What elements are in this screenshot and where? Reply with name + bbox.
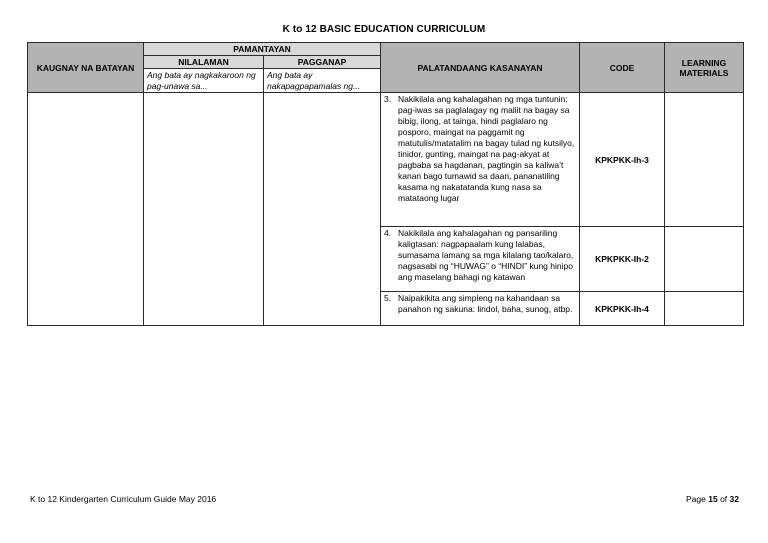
- footer-of-label: of: [720, 494, 728, 504]
- page-title: K to 12 BASIC EDUCATION CURRICULUM: [282, 24, 486, 35]
- column-header-palatandaang-kasanayan: PALATANDAANG KASANAYAN: [381, 43, 580, 93]
- code-cell: KPKPKK-Ih-4: [580, 292, 665, 326]
- column-header-code: CODE: [580, 43, 665, 93]
- page-footer: [30, 494, 739, 504]
- nilalaman-description: Ang bata ay nagkakaroon ng pag-unawa sa...: [144, 69, 264, 93]
- skill-number: 5.: [384, 293, 392, 303]
- skill-cell: [381, 93, 580, 227]
- column-header-kaugnay-na-batayan: KAUGNAY NA BATAYAN: [28, 43, 144, 93]
- learning-materials-cell: [665, 93, 744, 227]
- pagganap-cell: [264, 93, 381, 326]
- skill-text: Nakikilala ang kahalagahan ng mga tuntunin: pag-iwas sa paglalagay ng maliit na bagay sa bibig, ilong, at tainga, hindi paglalaro ng posporo, maingat na paggamit ng matutulis/matatalim na bagay tulad ng kutsilyo, tinidor, gunting, maingat na pag-akyat at pagbaba sa hagdanan, pagtingin sa kaliwa’t kanan bago tumawid sa daan, pananatiling kasama ng nakatatanda kung nasa sa matataong lugar: [398, 94, 575, 203]
- skill-number: 4.: [384, 228, 392, 238]
- skill-cell: [381, 292, 580, 326]
- footer-page-number: 15: [708, 494, 718, 504]
- skill-text: Nakikilala ang kahalagahan ng pansariling kaligtasan: nagpapaalam kung lalabas, sumasama lamang sa mga kilalang tao/kalaro, nagsasabi ng “HUWAG” o “HINDI” kung hinipo ang maselang bahagi ng katawan: [398, 228, 574, 282]
- curriculum-table: [27, 42, 744, 326]
- column-header-nilalaman: NILALAMAN: [144, 56, 264, 69]
- column-header-pamantayan: PAMANTAYAN: [144, 43, 381, 56]
- kaugnay-na-batayan-cell: [28, 93, 144, 326]
- code-cell: KPKPKK-Ih-3: [580, 93, 665, 227]
- skill-cell: [381, 227, 580, 292]
- column-header-learning-materials: LEARNING MATERIALS: [665, 43, 744, 93]
- nilalaman-cell: [144, 93, 264, 326]
- code-cell: KPKPKK-Ih-2: [580, 227, 665, 292]
- footer-page-prefix: Page: [685, 494, 706, 504]
- learning-materials-cell: [665, 227, 744, 292]
- footer-page-indicator: [686, 494, 739, 504]
- footer-document-name: K to 12 Kindergarten Curriculum Guide May 2016: [30, 494, 217, 504]
- pagganap-description: Ang bata ay nakapagpapamalas ng...: [264, 69, 381, 93]
- footer-page-total: 32: [729, 494, 739, 504]
- skill-number: 3.: [384, 94, 392, 104]
- learning-materials-cell: [665, 292, 744, 326]
- table-row: [28, 93, 744, 227]
- skill-text: Naipakikita ang simpleng na kahandaan sa panahon ng sakuna: lindol, baha, sunog, atbp.: [398, 293, 573, 314]
- column-header-pagganap: PAGGANAP: [264, 56, 381, 69]
